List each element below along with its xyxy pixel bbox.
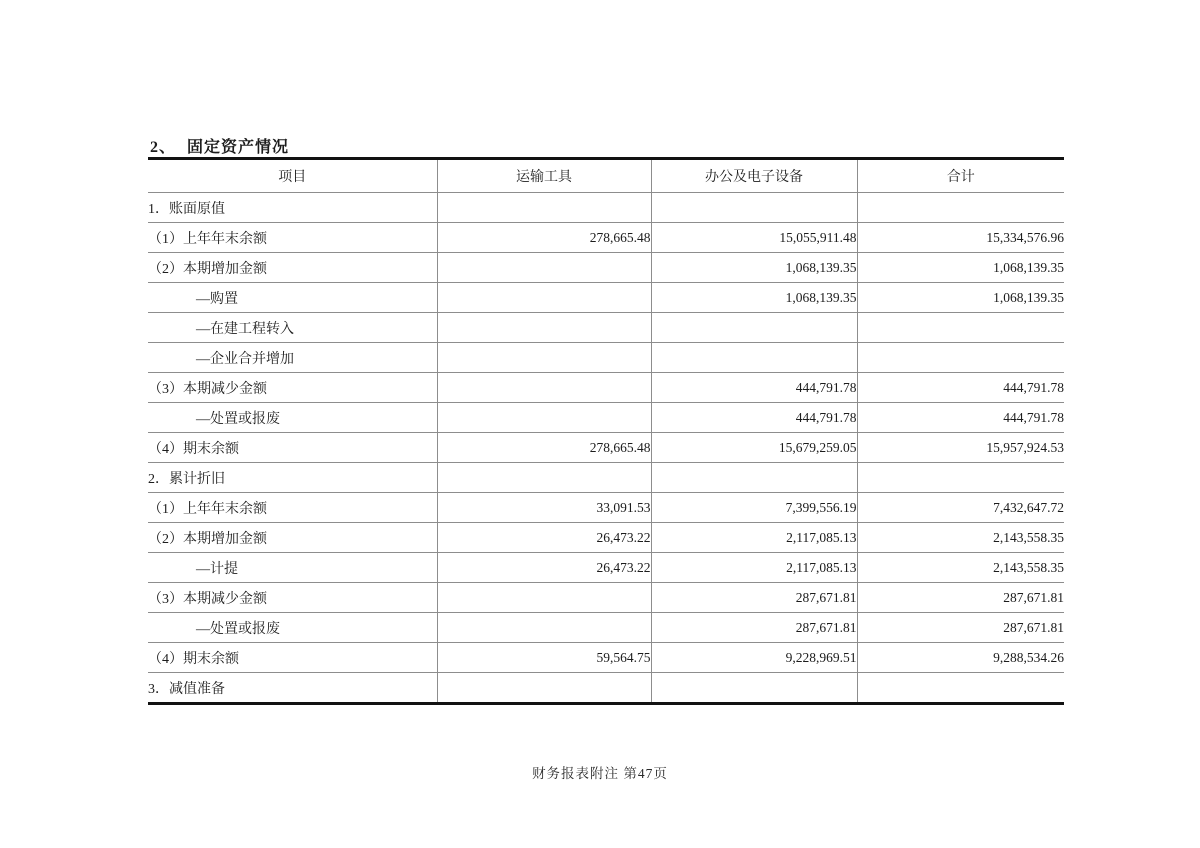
table-row [148,673,1064,704]
cell-value: 2,143,558.35 [857,523,1064,553]
cell-value [857,343,1064,373]
table-row [148,493,1064,523]
fixed-assets-table [148,157,1064,705]
cell-value: 2,117,085.13 [651,553,857,583]
cell-value: 26,473.22 [437,523,651,553]
section-title-text: 固定资产情况 [187,139,290,156]
table-row [148,523,1064,553]
cell-value [857,463,1064,493]
cell-value [437,613,651,643]
cell-value: 1,068,139.35 [651,283,857,313]
table-row [148,463,1064,493]
row-label: （3）本期减少金额 [148,373,437,403]
cell-value [857,313,1064,343]
table-row [148,643,1064,673]
col-header-item: 项目 [148,159,437,193]
row-label: （4）期末余额 [148,643,437,673]
cell-value: 287,671.81 [651,613,857,643]
cell-value [437,193,651,223]
col-header-total: 合计 [857,159,1064,193]
section-title [150,134,289,157]
cell-value [437,343,651,373]
cell-value [437,583,651,613]
cell-value [651,673,857,704]
row-label: （1）上年年末余额 [148,493,437,523]
table-row [148,583,1064,613]
cell-value [437,463,651,493]
cell-value [437,373,651,403]
table-row [148,613,1064,643]
cell-value: 278,665.48 [437,433,651,463]
cell-value: 9,288,534.26 [857,643,1064,673]
cell-value: 444,791.78 [651,403,857,433]
cell-value: 15,679,259.05 [651,433,857,463]
cell-value: 15,055,911.48 [651,223,857,253]
cell-value [651,193,857,223]
table-row [148,253,1064,283]
cell-value [651,343,857,373]
cell-value: 15,957,924.53 [857,433,1064,463]
table-row [148,553,1064,583]
cell-value: 2,117,085.13 [651,523,857,553]
cell-value: 287,671.81 [857,583,1064,613]
cell-value: 26,473.22 [437,553,651,583]
row-label: —购置 [148,283,437,313]
cell-value: 287,671.81 [857,613,1064,643]
col-header-office-electronics: 办公及电子设备 [651,159,857,193]
row-label: —在建工程转入 [148,313,437,343]
cell-value: 33,091.53 [437,493,651,523]
row-label: （2）本期增加金额 [148,523,437,553]
row-label: —计提 [148,553,437,583]
page-footer: 财务报表附注 第47页 [532,766,668,781]
cell-value: 287,671.81 [651,583,857,613]
row-label: （3）本期减少金额 [148,583,437,613]
table-body [148,193,1064,704]
row-label: —处置或报废 [148,403,437,433]
cell-value: 7,432,647.72 [857,493,1064,523]
cell-value [437,313,651,343]
col-header-transport-equipment: 运输工具 [437,159,651,193]
cell-value: 278,665.48 [437,223,651,253]
cell-value [437,403,651,433]
row-label: （1）上年年末余额 [148,223,437,253]
cell-value [437,253,651,283]
table-row [148,313,1064,343]
cell-value: 15,334,576.96 [857,223,1064,253]
cell-value: 7,399,556.19 [651,493,857,523]
row-label: 3．减值准备 [148,681,225,697]
table-row [148,193,1064,223]
cell-value: 444,791.78 [857,403,1064,433]
table-row [148,343,1064,373]
table-row [148,283,1064,313]
cell-value [437,673,651,704]
cell-value: 59,564.75 [437,643,651,673]
cell-value: 444,791.78 [857,373,1064,403]
cell-value: 1,068,139.35 [857,253,1064,283]
cell-value: 2,143,558.35 [857,553,1064,583]
row-label: （4）期末余额 [148,433,437,463]
cell-value [437,283,651,313]
section-number: 2、 [150,139,177,156]
row-label: —处置或报废 [148,613,437,643]
cell-value: 1,068,139.35 [651,253,857,283]
cell-value [651,463,857,493]
cell-value: 9,228,969.51 [651,643,857,673]
table-header-row [148,159,1064,193]
row-label: 2．累计折旧 [148,463,437,493]
cell-value [651,313,857,343]
table-row [148,373,1064,403]
cell-value: 1,068,139.35 [857,283,1064,313]
table-header [148,159,1064,193]
table-row [148,223,1064,253]
table-row [148,403,1064,433]
row-label: （2）本期增加金额 [148,253,437,283]
cell-value [857,193,1064,223]
row-label: 1．账面原值 [148,193,437,223]
row-label: —企业合并增加 [148,343,437,373]
cell-value: 444,791.78 [651,373,857,403]
table-row [148,433,1064,463]
cell-value [857,673,1064,704]
